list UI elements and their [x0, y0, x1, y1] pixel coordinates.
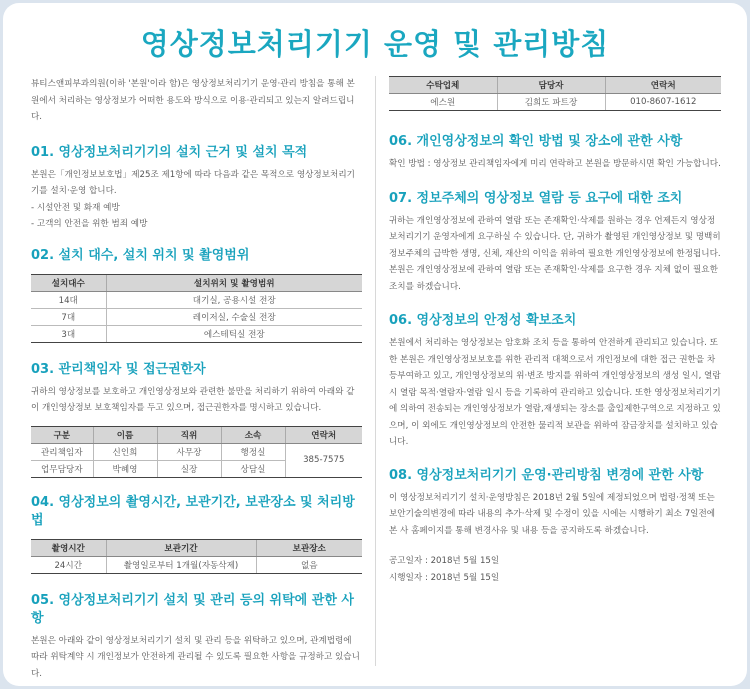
table-cell: 010-8607-1612 — [605, 94, 721, 111]
table-cell: 신인희 — [93, 443, 157, 460]
table-row — [31, 556, 362, 573]
table-cell: 3대 — [31, 325, 106, 342]
section-5-heading: 05. 영상정보처리기기 설치 및 관리 등의 위탁에 관한 사항 — [31, 592, 354, 626]
table-cell: 없음 — [256, 556, 362, 573]
contractor-table — [389, 76, 721, 111]
table-header: 촬영시간 — [31, 539, 106, 556]
table-header: 수탁업체 — [389, 77, 497, 94]
table-cell: 대기실, 공용시설 전장 — [106, 291, 362, 308]
intro-text: 뷰티스앤피부과의원(이하 '본원'이라 함)은 영상정보처리기기 운영·관리 방침을 통해 본원에서 처리하는 영상정보가 어떠한 용도와 방식으로 이용·관리되고 있는지 알려드립니다. — [31, 79, 355, 122]
section-1-text: 본원은「개인정보보호법」제25조 제1항에 따라 다음과 같은 목적으로 영상정보처리기기를 설치·운영 합니다. — [31, 169, 355, 196]
table-cell: 실장 — [157, 460, 221, 477]
table-cell: 24시간 — [31, 556, 106, 573]
table-header: 연락처 — [285, 426, 362, 443]
table-header: 보관기간 — [106, 539, 256, 556]
table-row — [389, 94, 721, 111]
right-column — [389, 76, 721, 586]
manager-table — [31, 426, 362, 478]
section-2-heading: 02. 설치 대수, 설치 위치 및 촬영범위 — [31, 247, 250, 263]
table-cell: 김희도 파트장 — [497, 94, 605, 111]
table-cell: 상담실 — [221, 460, 285, 477]
retention-table — [31, 539, 362, 574]
table-row — [31, 308, 362, 325]
section-9-heading: 08. 영상정보처리기기 운영·관리방침 변경에 관한 사항 — [389, 467, 704, 483]
announce-date: 공고일자 : 2018년 5월 15일 — [389, 556, 500, 566]
table-header: 설치대수 — [31, 274, 106, 291]
effective-date: 시행일자 : 2018년 5월 15일 — [389, 572, 500, 583]
table-cell: 촬영일로부터 1개월(자동삭제) — [106, 556, 256, 573]
table-cell: 박혜영 — [93, 460, 157, 477]
table-header: 보관장소 — [256, 539, 362, 556]
table-cell: 에스원 — [389, 94, 497, 111]
table-cell: 7대 — [31, 308, 106, 325]
section-6-text: 확인 방법 : 영상정보 관리책임자에게 미리 연락하고 본원을 방문하시면 확인 가능합니다. — [389, 159, 721, 169]
table-header: 담당자 — [497, 77, 605, 94]
section-1-item: - 고객의 안전을 위한 범죄 예방 — [31, 219, 148, 229]
install-table — [31, 274, 362, 343]
section-7-heading: 07. 정보주체의 영상정보 열람 등 요구에 대한 조치 — [389, 190, 683, 206]
table-header: 직위 — [157, 426, 221, 443]
section-3-text: 귀하의 영상정보를 보호하고 개인영상정보와 관련한 불만을 처리하기 위하여 아래와 같이 개인영상정보 보호책임자를 두고 있으며, 접근권한자를 명시하고 있습니다. — [31, 386, 355, 413]
table-cell: 관리책임자 — [31, 443, 93, 460]
table-header: 이름 — [93, 426, 157, 443]
section-1-heading: 01. 영상정보처리기기의 설치 근거 및 설치 목적 — [31, 144, 308, 160]
table-cell: 사무장 — [157, 443, 221, 460]
table-cell: 14대 — [31, 291, 106, 308]
table-row — [31, 291, 362, 308]
section-1-item: - 시설안전 및 화재 예방 — [31, 202, 120, 213]
section-7-text: 귀하는 개인영상정보에 관하여 열람 또는 존재확인·삭제를 원하는 경우 언제든지 영상정보처리기기 운영자에게 요구하실 수 있습니다. 단, 귀하가 촬영된 개인영상정보 및 명백히 정보주체의 급박한 생명, 신체, 재산의 이익을 위하여 필요한 개인영상정보에 한정됩니다. 본원은 개인영상정보에 관하여 열람 또는 존재확인·삭제를 요구한 경우 지체 없이 필요한 조치를 하겠습니다. — [389, 215, 721, 292]
section-5-text: 본원은 아래와 같이 영상정보처리기기 설치 및 관리 등을 위탁하고 있으며, 관계법령에 따라 위탁계약 시 개인정보가 안전하게 관리될 수 있도록 필요한 사항을 규정하고 있습니다. — [31, 635, 360, 679]
contact-cell: 385-7575 — [285, 443, 362, 477]
table-cell: 레이저실, 수술실 전장 — [106, 308, 362, 325]
section-6-heading: 06. 개인영상정보의 확인 방법 및 장소에 관한 사항 — [389, 134, 683, 149]
column-divider — [375, 76, 376, 666]
table-header: 연락처 — [605, 77, 721, 94]
table-row — [31, 443, 362, 460]
page-title: 영상정보처리기기 운영 및 관리방침 — [140, 27, 610, 61]
section-9-text: 이 영상정보처리기기 설치·운영방침은 2018년 2월 5일에 제정되었으며 법령·정책 또는 보안기술의변경에 따라 내용의 추가·삭제 및 수정이 있을 시에는 시행하기 최소 7일전에 본 사 홈페이지를 통해 변경사유 및 내용 등을 공지하도록 하겠습니다. — [389, 492, 716, 536]
left-column — [31, 76, 362, 682]
section-3-heading: 03. 관리책임자 및 접근권한자 — [31, 361, 206, 377]
table-header: 설치위치 및 촬영범위 — [106, 274, 362, 291]
table-header: 구분 — [31, 426, 93, 443]
section-4-heading: 04. 영상정보의 촬영시간, 보관기간, 보관장소 및 처리방법 — [31, 494, 355, 528]
section-8-heading: 06. 영상정보의 안정성 확보조치 — [389, 313, 577, 328]
table-cell: 행정실 — [221, 443, 285, 460]
table-row — [31, 325, 362, 342]
section-8-text: 본원에서 처리하는 영상정보는 암호화 조치 등을 통하여 안전하게 관리되고 있습니다. 또한 본원은 개인영상정보보호를 위한 관리적 대책으로서 개인정보에 대한 접근 권한을 차등부여하고 있고, 개인영상정보의 위·변조 방지를 위하여 개인영상정보의 생성 일시, 열람시 열람 목적·열람자·열람 일시 등을 기록하여 관리하고 있습니다. 또한 영상정보처리기기에 의하여 전송되는 개인영상정보가 열람,재생되는 장소를 출입제한구역으로 지정하고 있으며, 이 외에도 개인영상정보의 안전한 물리적 보관을 위하여 잠금장치를 설치하고 있습니다. — [389, 338, 721, 447]
table-cell: 업무담당자 — [31, 460, 93, 477]
table-cell: 에스테틱실 전장 — [106, 325, 362, 342]
table-header: 소속 — [221, 426, 285, 443]
